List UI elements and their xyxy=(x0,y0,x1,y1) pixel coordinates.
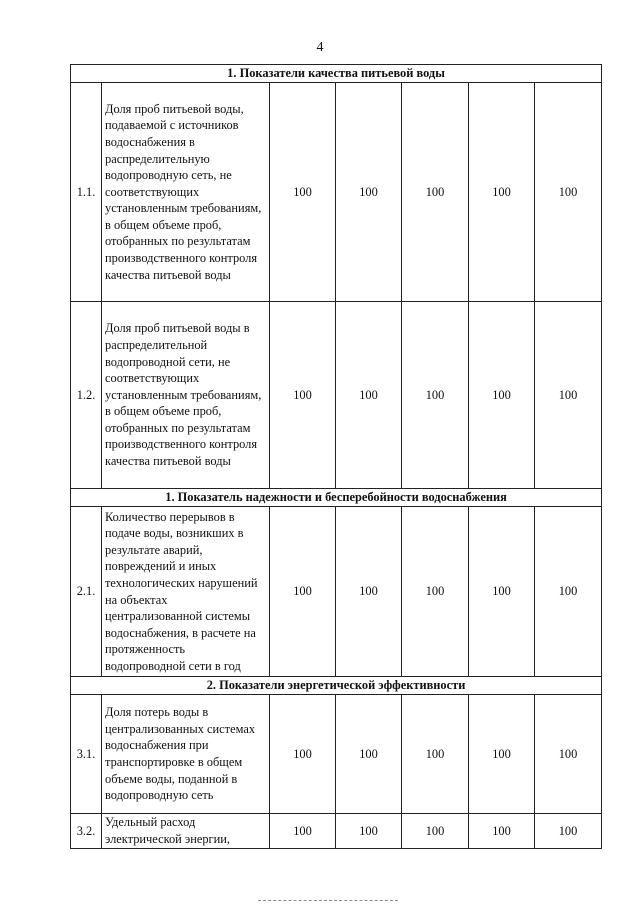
table-row xyxy=(71,507,602,677)
value-cell: 100 xyxy=(535,814,602,849)
row-description: Доля проб питьевой воды, подаваемой с источников водоснабжения в распределительную водопроводную сеть, не соответствующих установленным требованиям, в общем объеме проб, отобранных по результатам производственного контроля качества питьевой воды xyxy=(102,83,270,302)
row-number: 1.2. xyxy=(71,302,102,489)
value-cell: 100 xyxy=(402,695,469,814)
value-cell: 100 xyxy=(535,695,602,814)
value-cell: 100 xyxy=(336,695,402,814)
value-cell: 100 xyxy=(469,695,535,814)
page-number: 4 xyxy=(316,40,324,55)
row-number: 3.1. xyxy=(71,695,102,814)
value-cell: 100 xyxy=(270,695,336,814)
table-row xyxy=(71,83,602,302)
value-cell: 100 xyxy=(535,83,602,302)
indicators-table xyxy=(70,64,602,849)
section-header-row xyxy=(71,677,602,695)
value-cell: 100 xyxy=(270,507,336,677)
section-header-row xyxy=(71,65,602,83)
section-title: 2. Показатели энергетической эффективности xyxy=(71,677,602,695)
table-row xyxy=(71,302,602,489)
value-cell: 100 xyxy=(402,83,469,302)
row-number: 2.1. xyxy=(71,507,102,677)
value-cell: 100 xyxy=(535,507,602,677)
section-title: 1. Показатели качества питьевой воды xyxy=(71,65,602,83)
row-description: Доля потерь воды в централизованных системах водоснабжения при транспортировке в общем объеме воды, поданной в водопроводную сеть xyxy=(102,695,270,814)
row-description: Доля проб питьевой воды в распределительной водопроводной сети, не соответствующих установленным требованиям, в общем объеме проб, отобранных по результатам производственного контроля качества питьевой воды xyxy=(102,302,270,489)
row-number: 1.1. xyxy=(71,83,102,302)
value-cell: 100 xyxy=(270,814,336,849)
table-row xyxy=(71,814,602,849)
value-cell: 100 xyxy=(402,507,469,677)
section-header-row xyxy=(71,489,602,507)
table-row xyxy=(71,695,602,814)
row-description: Удельный расход электрической энергии, xyxy=(102,814,270,849)
value-cell: 100 xyxy=(469,507,535,677)
value-cell: 100 xyxy=(270,83,336,302)
value-cell: 100 xyxy=(336,302,402,489)
value-cell: 100 xyxy=(336,507,402,677)
value-cell: 100 xyxy=(535,302,602,489)
value-cell: 100 xyxy=(469,814,535,849)
value-cell: 100 xyxy=(336,814,402,849)
scan-edge-mark xyxy=(258,900,398,901)
value-cell: 100 xyxy=(469,302,535,489)
value-cell: 100 xyxy=(402,814,469,849)
value-cell: 100 xyxy=(270,302,336,489)
value-cell: 100 xyxy=(402,302,469,489)
value-cell: 100 xyxy=(469,83,535,302)
value-cell: 100 xyxy=(336,83,402,302)
row-description: Количество перерывов в подаче воды, возникших в результате аварий, повреждений и иных технологических нарушений на объектах централизованной системы водоснабжения, в расчете на протяженность водопроводной сети в год xyxy=(102,507,270,677)
section-title: 1. Показатель надежности и бесперебойности водоснабжения xyxy=(71,489,602,507)
row-number: 3.2. xyxy=(71,814,102,849)
